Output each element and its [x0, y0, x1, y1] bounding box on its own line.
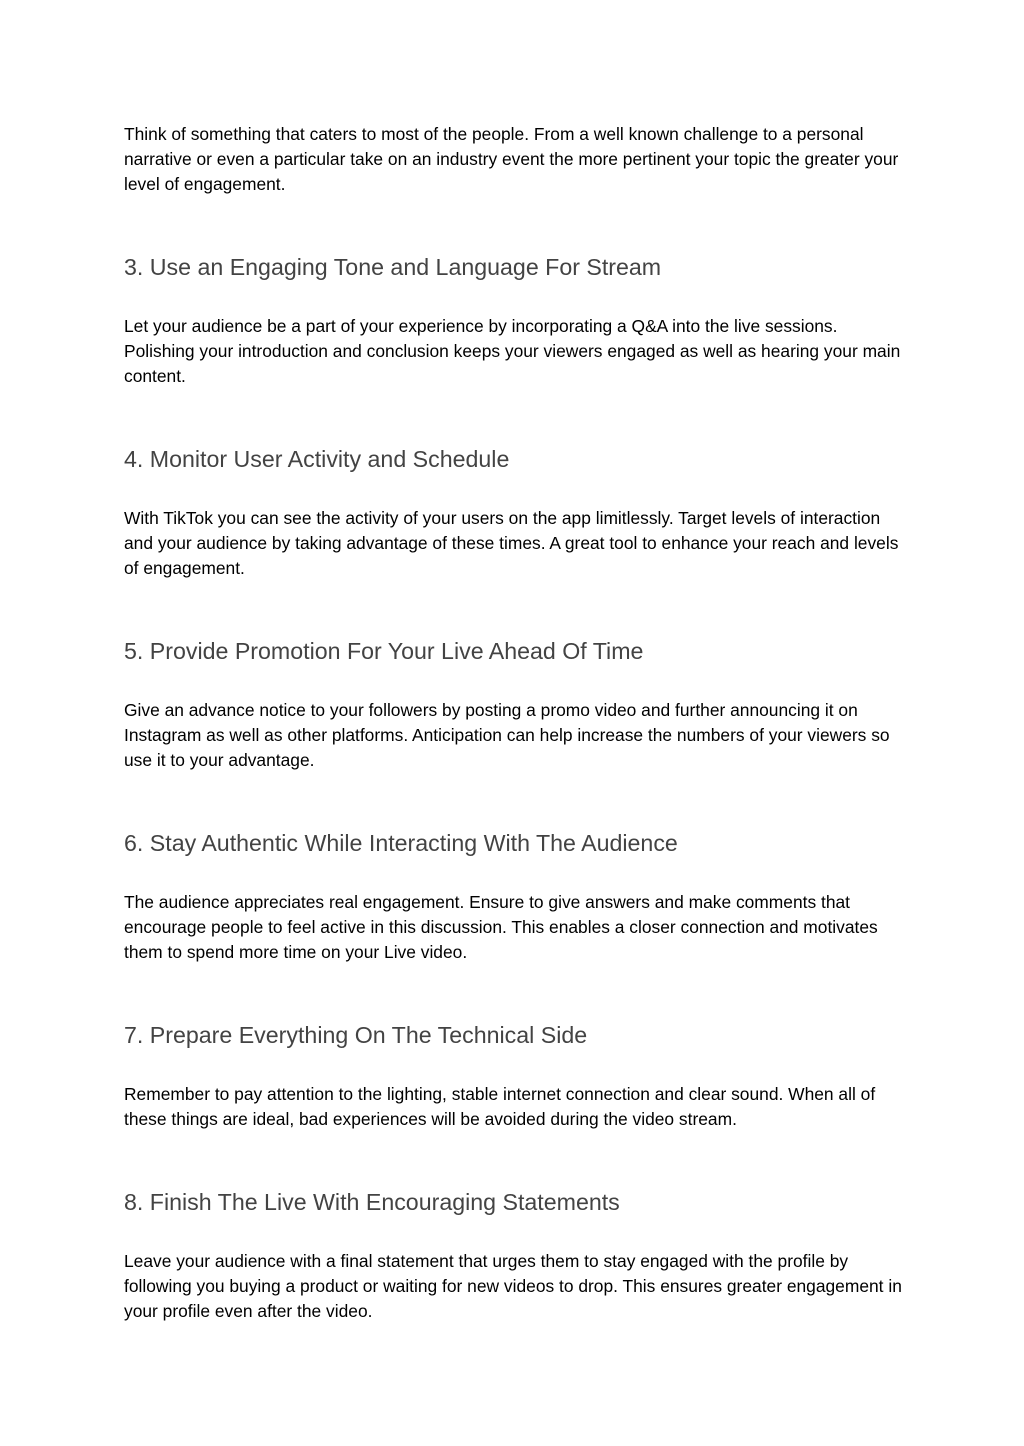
intro-paragraph: Think of something that caters to most of the people. From a well known challenge to a personal narrative or even a particular take on an industry event the more pertinent your topic the greater your level of engagement. — [124, 124, 899, 194]
section-body: Give an advance notice to your followers by posting a promo video and further announcing it on Instagram as well as other platforms. Anticipation can help increase the numbers of your viewers so use it to your advantage. — [124, 700, 890, 770]
section-8 — [124, 1187, 909, 1324]
section-body: Leave your audience with a final statement that urges them to stay engaged with the profile by following you buying a product or waiting for new videos to drop. This ensures greater engagement in your profile even after the video. — [124, 1251, 902, 1321]
section-body: Remember to pay attention to the lighting, stable internet connection and clear sound. When all of these things are ideal, bad experiences will be avoided during the video stream. — [124, 1084, 876, 1129]
section-7 — [124, 1020, 909, 1132]
section-body: With TikTok you can see the activity of your users on the app limitlessly. Target levels of interaction and your audience by taking advantage of these times. A great tool to enhance your reach and levels of engagement. — [124, 508, 899, 578]
section-heading: 8. Finish The Live With Encouraging Statements — [124, 1189, 620, 1215]
section-heading: 7. Prepare Everything On The Technical Side — [124, 1022, 588, 1048]
section-body: The audience appreciates real engagement. Ensure to give answers and make comments that encourage people to feel active in this discussion. This enables a closer connection and motivates them to spend more time on your Live video. — [124, 892, 878, 962]
section-4 — [124, 444, 909, 581]
section-body: Let your audience be a part of your experience by incorporating a Q&A into the live sessions. Polishing your introduction and conclusion keeps your viewers engaged as well as hearing your main content. — [124, 316, 901, 386]
document-page — [124, 122, 909, 1324]
section-heading: 5. Provide Promotion For Your Live Ahead Of Time — [124, 638, 644, 664]
section-heading: 3. Use an Engaging Tone and Language For Stream — [124, 254, 662, 280]
section-heading: 6. Stay Authentic While Interacting With The Audience — [124, 830, 678, 856]
section-6 — [124, 828, 909, 965]
section-3 — [124, 252, 909, 389]
section-heading: 4. Monitor User Activity and Schedule — [124, 446, 510, 472]
section-5 — [124, 636, 909, 773]
